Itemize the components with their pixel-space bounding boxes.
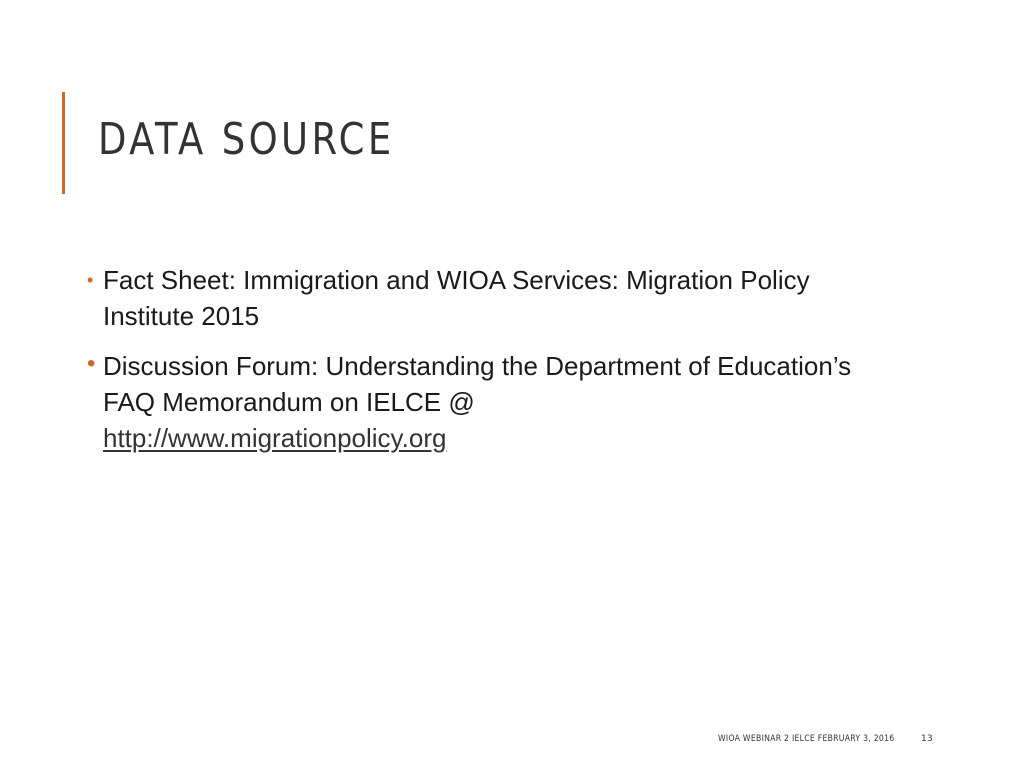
bullet-list (86, 262, 886, 470)
bullet-text: Discussion Forum: Understanding the Department of Education’s FAQ Memorandum on IELCE @ (103, 351, 852, 417)
footer-text: WIOA WEBINAR 2 IELCE FEBRUARY 3, 2016 (718, 734, 895, 744)
slide-footer (700, 734, 960, 748)
bullet-item (86, 262, 886, 334)
slide-title: DATA SOURCE (98, 114, 395, 165)
bullet-dot-icon: • (87, 350, 96, 377)
migration-policy-link[interactable]: http://www.migrationpolicy.org (103, 423, 447, 453)
bullet-text: Fact Sheet: Immigration and WIOA Services: Migration Policy Institute 2015 (103, 265, 810, 331)
title-accent-bar (62, 92, 65, 194)
bullet-item (86, 348, 886, 456)
bullet-dot-icon: • (87, 270, 94, 290)
page-number: 13 (921, 734, 934, 744)
